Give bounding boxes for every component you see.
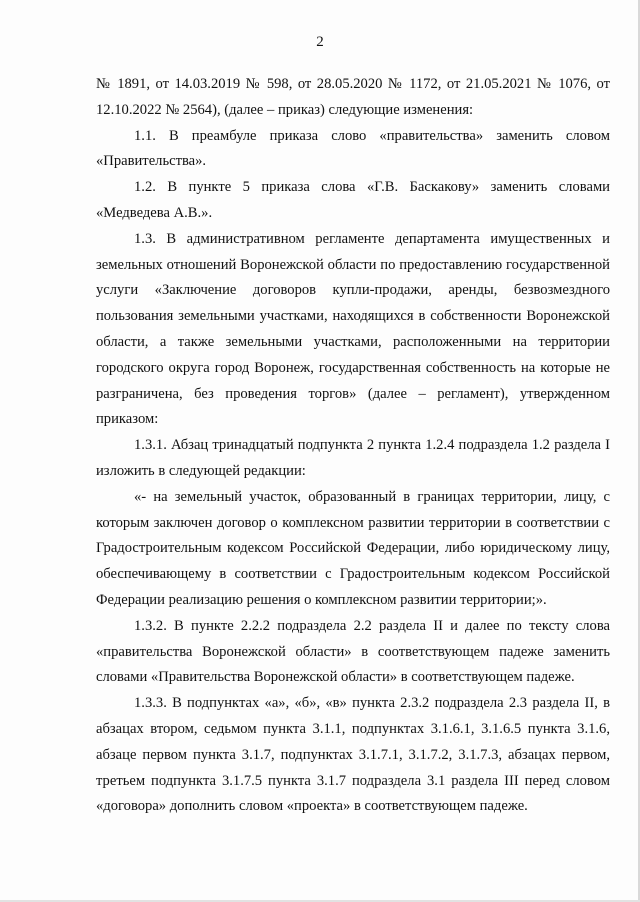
- paragraph-1-3-2: 1.3.2. В пункте 2.2.2 подраздела 2.2 раздела II и далее по тексту слова «правительства Воронежской области» в соответствующем падеже заменить словами «Правительства Воронежской области» в соответствующем падеже.: [96, 617, 610, 686]
- paragraph-1-3-1: 1.3.1. Абзац тринадцатый подпункта 2 пункта 1.2.4 подраздела 1.2 раздела I изложить в следующей редакции:: [96, 437, 610, 479]
- document-body: [96, 72, 610, 820]
- paragraph-quote: «- на земельный участок, образованный в границах территории, лицу, с которым заключен договор о комплексном развитии территории в соответствии с Градостроительным кодексом Российской Федерации, либо юридическому лицу, обеспечивающему в соответствии с Градостроительным кодексом Российской Федерации реализацию решения о комплексном развитии территории;».: [96, 488, 610, 608]
- page-number: 2: [316, 34, 324, 50]
- paragraph-intro: № 1891, от 14.03.2019 № 598, от 28.05.2020 № 1172, от 21.05.2021 № 1076, от 12.10.2022 № 2564), (далее – приказ) следующие изменения:: [96, 76, 610, 118]
- paragraph-1-1: 1.1. В преамбуле приказа слово «правительства» заменить словом «Правительства».: [96, 127, 610, 170]
- paragraph-1-3: 1.3. В административном регламенте департамента имущественных и земельных отношений Воронежской области по предоставлению государственной услуги «Заключение договоров купли-продажи, аренды, безвозмездного пользования земельными участками, находящихся в собственности Воронежской области, а также земельными участками, расположенными на территории городского округа город Воронеж, государственная собственность на которые не разграничена, без проведения торгов» (далее – регламент), утвержденном приказом:: [96, 230, 610, 428]
- paragraph-1-2: 1.2. В пункте 5 приказа слова «Г.В. Баскакову» заменить словами «Медведева А.В.».: [96, 179, 610, 221]
- paragraph-1-3-3: 1.3.3. В подпунктах «а», «б», «в» пункта 2.3.2 подраздела 2.3 раздела II, в абзацах втором, седьмом пункта 3.1.1, подпунктах 3.1.6.1, 3.1.6.5 пункта 3.1.6, абзаце первом пункта 3.1.7, подпунктах 3.1.7.1, 3.1.7.2, 3.1.7.3, абзацах первом, третьем подпункта 3.1.7.5 пункта 3.1.7 подраздела 3.1 раздела III перед словом «договора» дополнить словом «проекта» в соответствующем падеже.: [96, 695, 610, 815]
